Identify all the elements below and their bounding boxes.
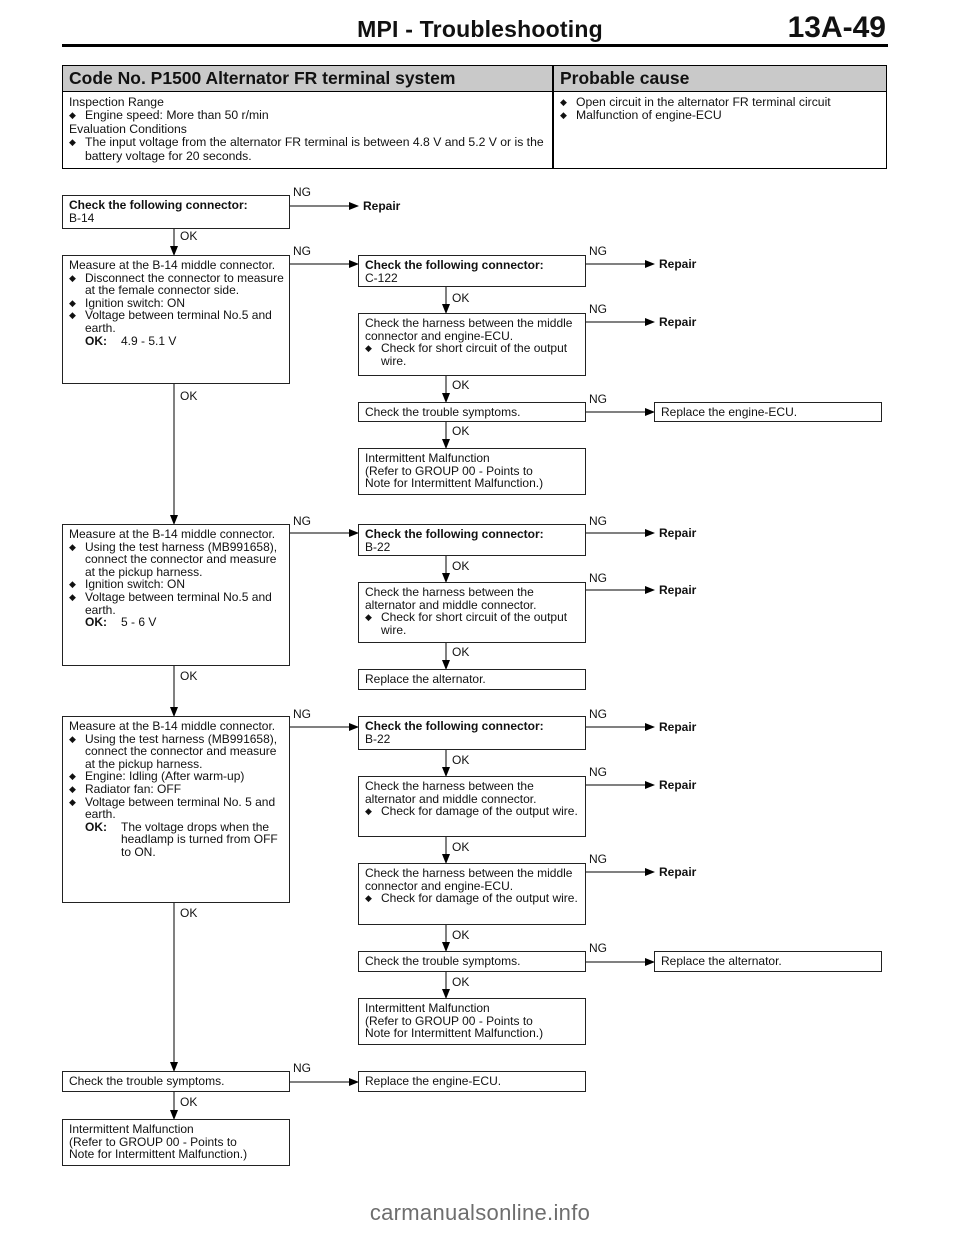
- inspection-conditions: Inspection Range ◆ Engine speed: More than 50 r/min Evaluation Conditions ◆ The input voltage from the alternator FR terminal is between 4.8 V and 5.2 V or is the battery voltage for 20 seconds.: [69, 95, 544, 163]
- bullet-icon: ◆: [69, 591, 76, 602]
- bullet-icon: ◆: [365, 612, 372, 623]
- check-connector-b14-box: Check the following connector: B-14: [62, 195, 290, 229]
- bullet-icon: ◆: [69, 110, 76, 121]
- ng-label: NG: [589, 571, 607, 585]
- repair-label: Repair: [659, 583, 697, 597]
- ok-label: OK: [452, 424, 470, 438]
- harness-alternator-middle-box-2: Check the harness between the alternator and middle connector. ◆ Check for damage of the output wire.: [358, 776, 586, 837]
- page-number: 13A-49: [787, 11, 886, 44]
- intermittent-malfunction-box-2: Intermittent Malfunction (Refer to GROUP 00 - Points to Note for Intermittent Malfunction.): [358, 998, 586, 1045]
- ok-label: OK: [452, 645, 470, 659]
- replace-alternator-box-1: Replace the alternator.: [358, 669, 586, 690]
- ng-label: NG: [293, 514, 311, 528]
- check-connector-c122-box: Check the following connector: C-122: [358, 255, 586, 287]
- bullet-icon: ◆: [560, 110, 567, 121]
- harness-middle-ecu-box-2: Check the harness between the middle connector and engine-ECU. ◆ Check for damage of the output wire.: [358, 863, 586, 925]
- repair-label: Repair: [659, 865, 697, 879]
- watermark: carmanualsonline.info: [369, 1200, 591, 1225]
- bullet-icon: ◆: [69, 783, 76, 794]
- bullet-icon: ◆: [365, 343, 372, 354]
- bullet-icon: ◆: [69, 796, 76, 807]
- harness-alternator-middle-box-1: Check the harness between the alternator and middle connector. ◆ Check for short circuit of the output wire.: [358, 582, 586, 643]
- bullet-icon: ◆: [69, 310, 76, 321]
- repair-label: Repair: [659, 315, 697, 329]
- ng-label: NG: [589, 392, 607, 406]
- ng-label: NG: [293, 1061, 311, 1075]
- repair-label: Repair: [363, 199, 401, 213]
- ok-label: OK: [452, 975, 470, 989]
- ok-label: OK: [452, 840, 470, 854]
- repair-label: Repair: [659, 526, 697, 540]
- bullet-icon: ◆: [69, 541, 76, 552]
- trouble-symptoms-box-2: Check the trouble symptoms.: [358, 951, 586, 972]
- ok-label: OK: [452, 753, 470, 767]
- measure-b14-box-1: Measure at the B-14 middle connector. ◆ Disconnect the connector to measure at the female connector side. ◆ Ignition switch: ON ◆ Voltage between terminal No.5 and earth. OK: 4.9 - 5.1 V: [62, 255, 290, 384]
- ok-label: OK: [452, 378, 470, 392]
- replace-alternator-box-2: Replace the alternator.: [654, 951, 882, 972]
- ng-label: NG: [293, 185, 311, 199]
- check-connector-b22-box-1: Check the following connector: B-22: [358, 524, 586, 556]
- ng-label: NG: [589, 707, 607, 721]
- check-connector-b22-box-2: Check the following connector: B-22: [358, 716, 586, 750]
- harness-middle-ecu-box-1: Check the harness between the middle connector and engine-ECU. ◆ Check for short circuit of the output wire.: [358, 313, 586, 376]
- intermittent-malfunction-box-3: Intermittent Malfunction (Refer to GROUP 00 - Points to Note for Intermittent Malfunction.): [62, 1119, 290, 1166]
- bullet-icon: ◆: [69, 771, 76, 782]
- ok-label: OK: [180, 389, 198, 403]
- bullet-icon: ◆: [365, 893, 372, 904]
- ok-label: OK: [180, 906, 198, 920]
- ng-label: NG: [293, 707, 311, 721]
- bullet-icon: ◆: [69, 297, 76, 308]
- trouble-symptoms-box-1: Check the trouble symptoms.: [358, 402, 586, 422]
- repair-label: Repair: [659, 257, 697, 271]
- bullet-icon: ◆: [69, 579, 76, 590]
- ng-label: NG: [589, 941, 607, 955]
- ng-label: NG: [589, 765, 607, 779]
- ok-label: OK: [180, 1095, 198, 1109]
- ng-label: NG: [589, 302, 607, 316]
- bullet-icon: ◆: [365, 806, 372, 817]
- ng-label: NG: [589, 244, 607, 258]
- ok-label: OK: [180, 229, 198, 243]
- cause-heading: Probable cause: [560, 68, 690, 88]
- trouble-symptoms-box-3: Check the trouble symptoms.: [62, 1071, 290, 1092]
- bullet-icon: ◆: [560, 97, 567, 107]
- ok-label: OK: [452, 559, 470, 573]
- measure-b14-box-2: Measure at the B-14 middle connector. ◆ Using the test harness (MB991658), connect the connector and measure at the pickup harness. ◆ Ignition switch: ON ◆ Voltage between terminal No.5 and earth. OK: 5 - 6 V: [62, 524, 290, 666]
- replace-ecu-box-2: Replace the engine-ECU.: [358, 1071, 586, 1092]
- measure-b14-box-3: Measure at the B-14 middle connector. ◆ Using the test harness (MB991658), connect the connector and measure at the pickup harness. ◆ Engine: Idling (After warm-up) ◆ Radiator fan: OFF ◆ Voltage between terminal No. 5 and earth. OK: The voltage drops when the headlamp is turned from OFF to ON.: [62, 716, 290, 903]
- code-heading: Code No. P1500 Alternator FR terminal system: [69, 68, 456, 88]
- ng-label: NG: [589, 852, 607, 866]
- ng-label: NG: [293, 244, 311, 258]
- replace-ecu-box-1: Replace the engine-ECU.: [654, 402, 882, 422]
- ok-label: OK: [180, 669, 198, 683]
- ng-label: NG: [589, 514, 607, 528]
- repair-label: Repair: [659, 720, 697, 734]
- bullet-icon: ◆: [69, 272, 76, 283]
- intermittent-malfunction-box-1: Intermittent Malfunction (Refer to GROUP 00 - Points to Note for Intermittent Malfunction.): [358, 448, 586, 495]
- bullet-icon: ◆: [69, 137, 76, 148]
- page-title: MPI - Troubleshooting: [357, 16, 603, 42]
- ok-label: OK: [452, 928, 470, 942]
- probable-causes: ◆ Open circuit in the alternator FR terminal circuit ◆ Malfunction of engine-ECU: [560, 95, 831, 123]
- bullet-icon: ◆: [69, 733, 76, 744]
- ok-label: OK: [452, 291, 470, 305]
- repair-label: Repair: [659, 778, 697, 792]
